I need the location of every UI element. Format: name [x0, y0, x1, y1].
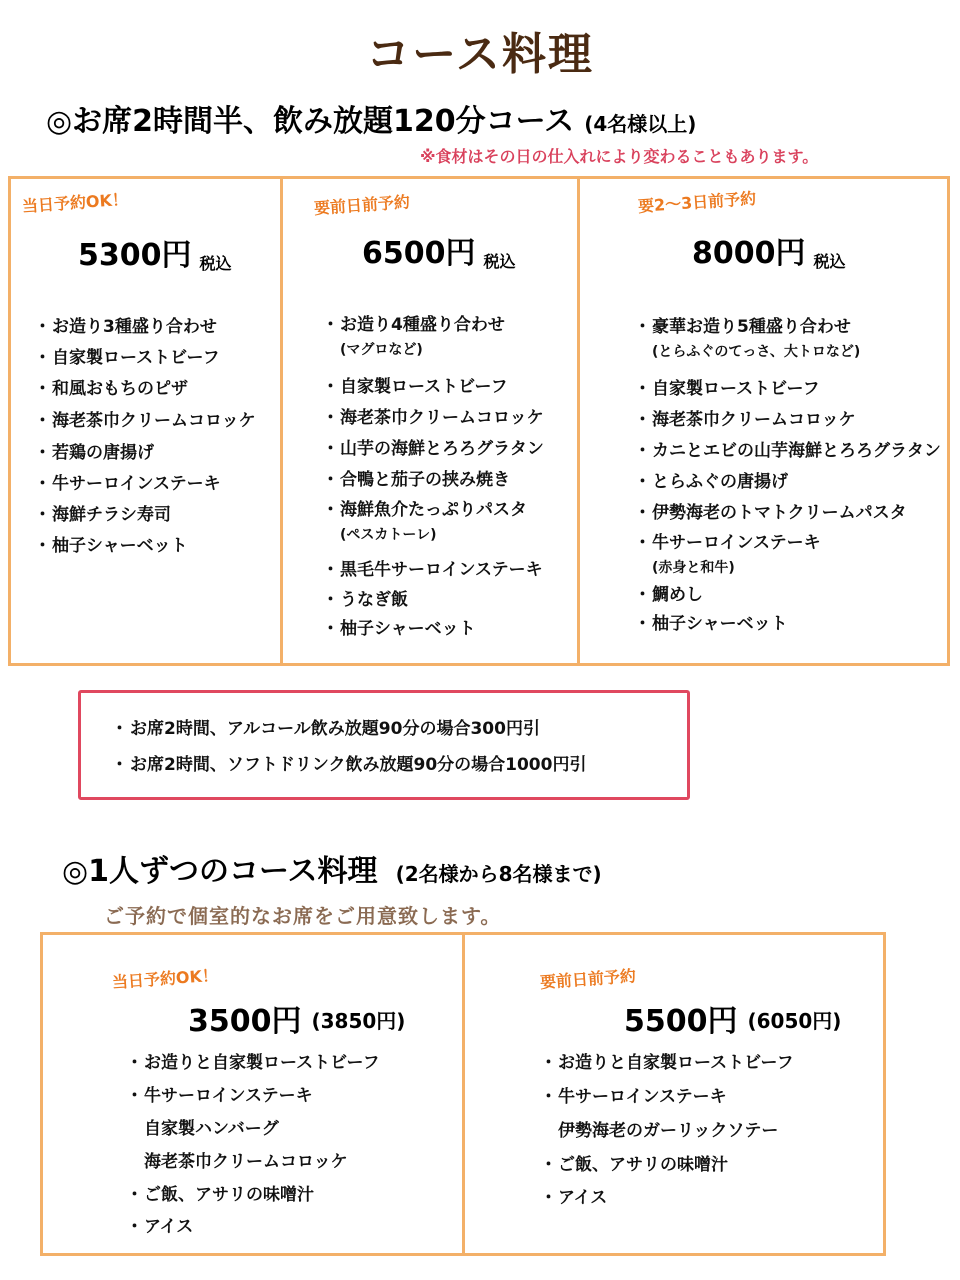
list-item: 自家製ハンバーグ — [144, 1119, 279, 1139]
list-item — [326, 310, 544, 372]
course-price — [624, 996, 841, 1040]
course-items — [130, 1048, 380, 1244]
list-item: ・ 自家製ローストビーフ — [38, 343, 256, 374]
price-value: 3500円 — [188, 1004, 302, 1039]
course-items — [326, 310, 544, 643]
list-item: ・ 海老茶巾クリームコロッケ — [326, 403, 544, 434]
list-item: ・ 山芋の海鮮とろろグラタン — [326, 434, 544, 465]
tax-label: 税込 — [483, 252, 516, 271]
item-sub: (マグロなど) — [340, 342, 423, 358]
list-item: ・ 若鶏の唐揚げ — [38, 438, 256, 469]
discount-item: ・ お席2時間、アルコール飲み放題90分の場合300円引 — [111, 711, 687, 747]
course-5500 — [539, 966, 637, 993]
list-item: ・ カニとエビの山芋海鮮とろろグラタン — [638, 436, 941, 467]
item-label: 豪華お造り5種盛り合わせ — [652, 317, 851, 337]
list-item: ・ とらふぐの唐揚げ — [638, 467, 941, 498]
reservation-tag: 当日予約OK！ — [21, 189, 129, 216]
item-sub: (赤身と和牛) — [652, 560, 735, 576]
list-item: ・ お造りと自家製ローストビーフ — [130, 1048, 380, 1081]
item-sub: (とらふぐのてっさ、大トロなど) — [652, 344, 861, 360]
list-item: ・ アイス — [544, 1183, 794, 1216]
list-item: 海老茶巾クリームコロッケ — [144, 1152, 348, 1172]
list-item: ・ 柚子シャーベット — [638, 609, 941, 638]
item-sub: (ペスカトーレ) — [340, 527, 437, 543]
discount-box — [78, 690, 690, 800]
page-title: コース料理 — [366, 29, 594, 80]
list-item: ・ 牛サーロインステーキ — [544, 1082, 794, 1116]
list-item: ・ ご飯、アサリの味噌汁 — [130, 1180, 380, 1212]
list-item: ・ アイス — [130, 1212, 380, 1244]
reservation-tag: 要2〜3日前予約 — [637, 188, 757, 216]
price-tax-included: (3850円) — [311, 1009, 406, 1033]
list-item: ・ 鯛めし — [638, 580, 941, 609]
list-item: ・ 伊勢海老のトマトクリームパスタ — [638, 498, 941, 528]
course-3500 — [111, 965, 219, 993]
course-price — [188, 996, 405, 1040]
section1-heading-note: (4名様以上) — [584, 112, 697, 136]
list-item — [638, 312, 941, 374]
list-item: ・ お造りと自家製ローストビーフ — [544, 1048, 794, 1082]
item-label: 海鮮魚介たっぷりパスタ — [340, 500, 527, 520]
list-item: ・ 牛サーロインステーキ — [38, 469, 256, 500]
course-divider — [462, 934, 465, 1254]
item-label: お造り4種盛り合わせ — [340, 315, 505, 335]
section1-heading-text: ◎お席2時間半、飲み放題120分コース — [46, 104, 575, 139]
discount-item: ・ お席2時間、ソフトドリンク飲み放題90分の場合1000円引 — [111, 747, 687, 783]
price-value: 5500円 — [624, 1004, 738, 1039]
section2-heading-text: ◎1人ずつのコース料理 — [62, 854, 378, 889]
price-value: 6500円 — [362, 236, 476, 271]
list-item: ・ 和風おもちのピザ — [38, 374, 256, 406]
list-item: ・ 柚子シャーベット — [38, 531, 256, 562]
course-price — [692, 228, 846, 272]
course-5300 — [21, 189, 129, 217]
item-label: 牛サーロインステーキ — [652, 533, 821, 553]
reservation-tag: 要前日前予約 — [539, 966, 637, 992]
tax-label: 税込 — [199, 254, 232, 273]
price-tax-included: (6050円) — [747, 1009, 842, 1033]
reservation-tag: 要前日前予約 — [313, 192, 411, 218]
list-item — [326, 495, 544, 555]
list-item: ・ 海鮮チラシ寿司 — [38, 500, 256, 531]
list-item: ・ 牛サーロインステーキ — [130, 1081, 380, 1114]
list-item: ・ うなぎ飯 — [326, 585, 544, 614]
list-item: ・ 黒毛牛サーロインステーキ — [326, 555, 544, 585]
list-item: ・ 柚子シャーベット — [326, 614, 544, 643]
section1-note: ※食材はその日の仕入れにより変わることもあります。 — [420, 147, 819, 166]
section1-heading — [46, 96, 696, 140]
list-item: ・ ご飯、アサリの味噌汁 — [544, 1150, 794, 1183]
price-value: 5300円 — [78, 238, 192, 273]
list-item: ・ 自家製ローストビーフ — [638, 374, 941, 405]
course-divider — [577, 178, 580, 664]
course-8000 — [637, 188, 757, 217]
list-item — [638, 528, 941, 580]
list-item: ・ 海老茶巾クリームコロッケ — [38, 406, 256, 438]
list-item: ・ 合鴨と茄子の挟み焼き — [326, 465, 544, 495]
course-items — [544, 1048, 794, 1216]
reservation-tag: 当日予約OK！ — [111, 965, 219, 992]
list-item: ・ お造り3種盛り合わせ — [38, 312, 256, 343]
section2-note: ご予約で個室的なお席をご用意致します。 — [104, 904, 502, 928]
list-item: 伊勢海老のガーリックソテー — [558, 1121, 779, 1141]
section2-heading-note: (2名様から8名様まで) — [395, 862, 602, 886]
list-item: ・ 自家製ローストビーフ — [326, 372, 544, 403]
course-items — [38, 312, 256, 562]
section2-heading — [62, 846, 602, 890]
course-price — [78, 230, 232, 274]
course-items — [638, 312, 941, 638]
course-divider — [280, 178, 283, 664]
tax-label: 税込 — [813, 252, 846, 271]
list-item: ・ 海老茶巾クリームコロッケ — [638, 405, 941, 436]
course-price — [362, 228, 516, 272]
course-6500 — [313, 192, 411, 219]
price-value: 8000円 — [692, 236, 806, 271]
